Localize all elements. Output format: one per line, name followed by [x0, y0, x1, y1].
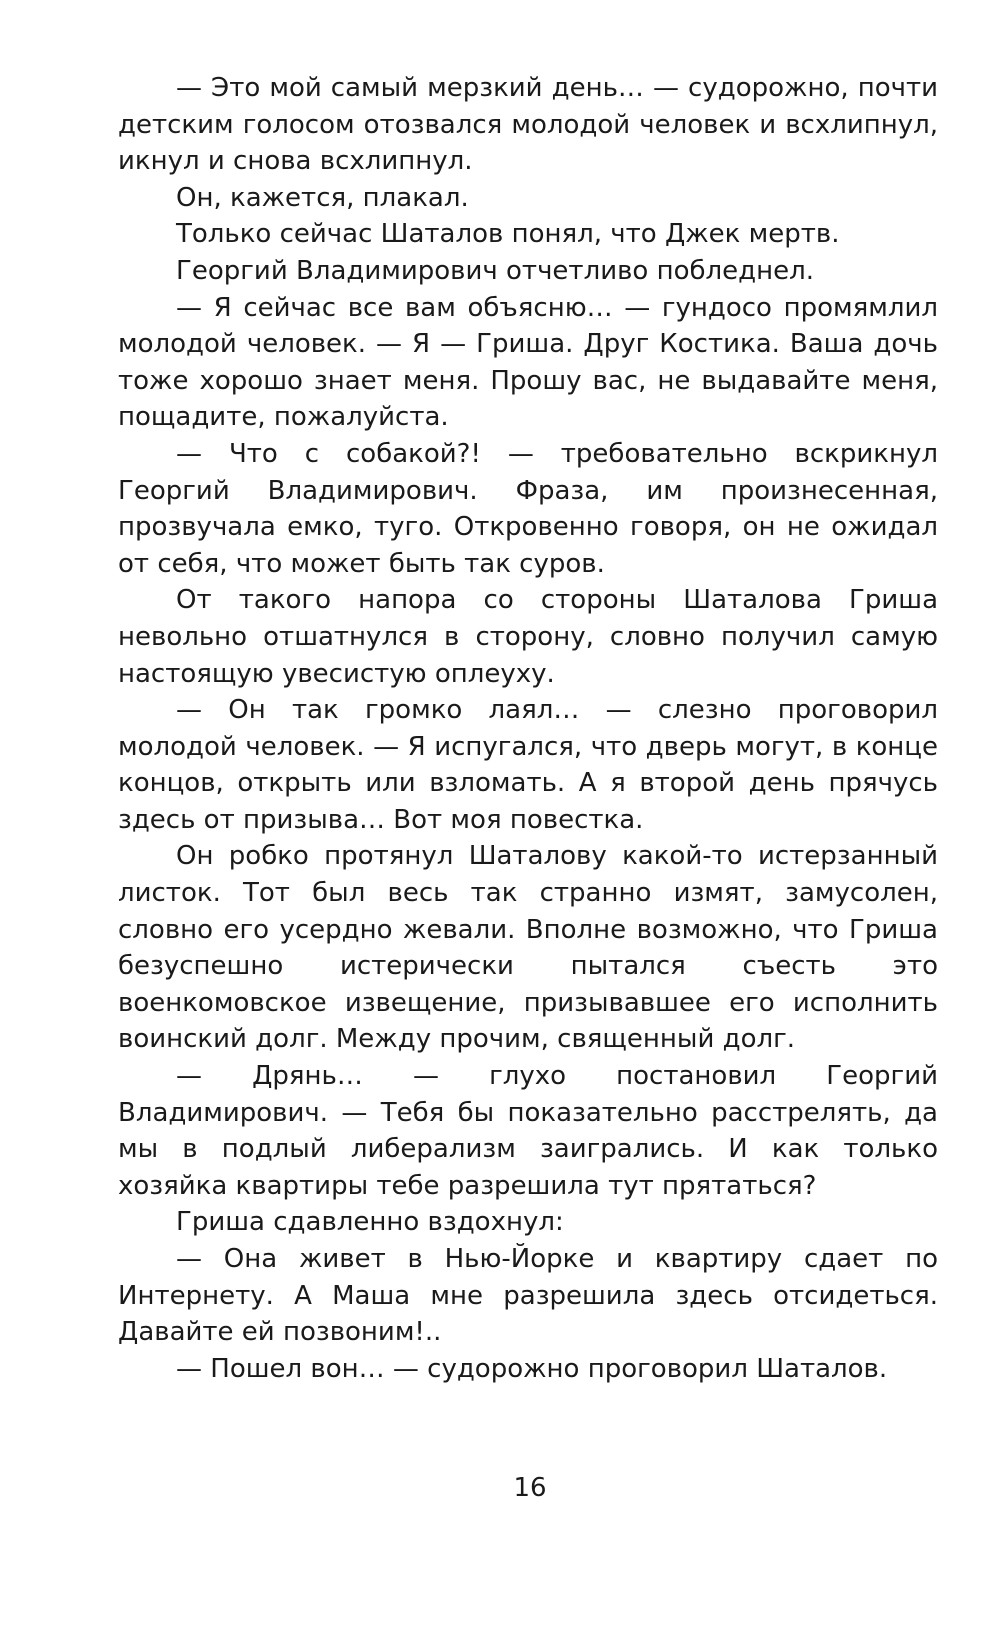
paragraph-9: Он робко протянул Шаталову какой-то истерзанный листок. Тот был весь так странно измят, замусолен, словно его усердно жевали. Вполне возможно, что Гриша безуспешно истерически пытался съесть это военкомовское извещение, призывавшее его исполнить воинский долг. Между прочим, священный долг.: [118, 841, 938, 1055]
paragraph-10: — Дрянь… — глухо постановил Георгий Владимирович. — Тебя бы показательно расстрелять, да мы в подлый либерализм заигрались. И как только хозяйка квартиры тебе разрешила тут прятаться?: [118, 1061, 938, 1201]
paragraph-3: Только сейчас Шаталов понял, что Джек мертв.: [176, 219, 840, 250]
paragraph-11: Гриша сдавленно вздохнул:: [176, 1207, 564, 1238]
paragraph-4: Георгий Владимирович отчетливо побледнел.: [176, 255, 814, 286]
paragraph-6: — Что с собакой?! — требовательно вскрикнул Георгий Владимирович. Фраза, им произнесенная, прозвучала емко, туго. Откровенно говоря, он не ожидал от себя, что может быть так суров.: [118, 438, 938, 579]
paragraph-12: — Она живет в Нью-Йорке и квартиру сдает по Интернету. А Маша мне разрешила здесь отсидеться. Давайте ей позвоним!..: [118, 1244, 938, 1348]
paragraph-2: Он, кажется, плакал.: [176, 182, 469, 213]
page-text: [118, 70, 938, 1387]
paragraph-13: — Пошел вон… — судорожно проговорил Шаталов.: [176, 1353, 888, 1384]
paragraph-8: — Он так громко лаял… — слезно проговорил молодой человек. — Я испугался, что дверь могут, в конце концов, открыть или взломать. А я второй день прячусь здесь от призыва… Вот моя повестка.: [118, 695, 938, 835]
paragraph-1: — Это мой самый мерзкий день… — судорожно, почти детским голосом отозвался молодой человек и всхлипнул, икнул и снова всхлипнул.: [118, 73, 938, 177]
paragraph-5: — Я сейчас все вам объясню… — гундосо промямлил молодой человек. — Я — Гриша. Друг Костика. Ваша дочь тоже хорошо знает меня. Прошу вас, не выдавайте меня, пощадите, пожалуйста.: [118, 292, 938, 433]
page-number: 16: [513, 1473, 547, 1503]
paragraph-7: От такого напора со стороны Шаталова Гриша невольно отшатнулся в сторону, словно получил самую настоящую увесистую оплеуху.: [118, 585, 938, 689]
